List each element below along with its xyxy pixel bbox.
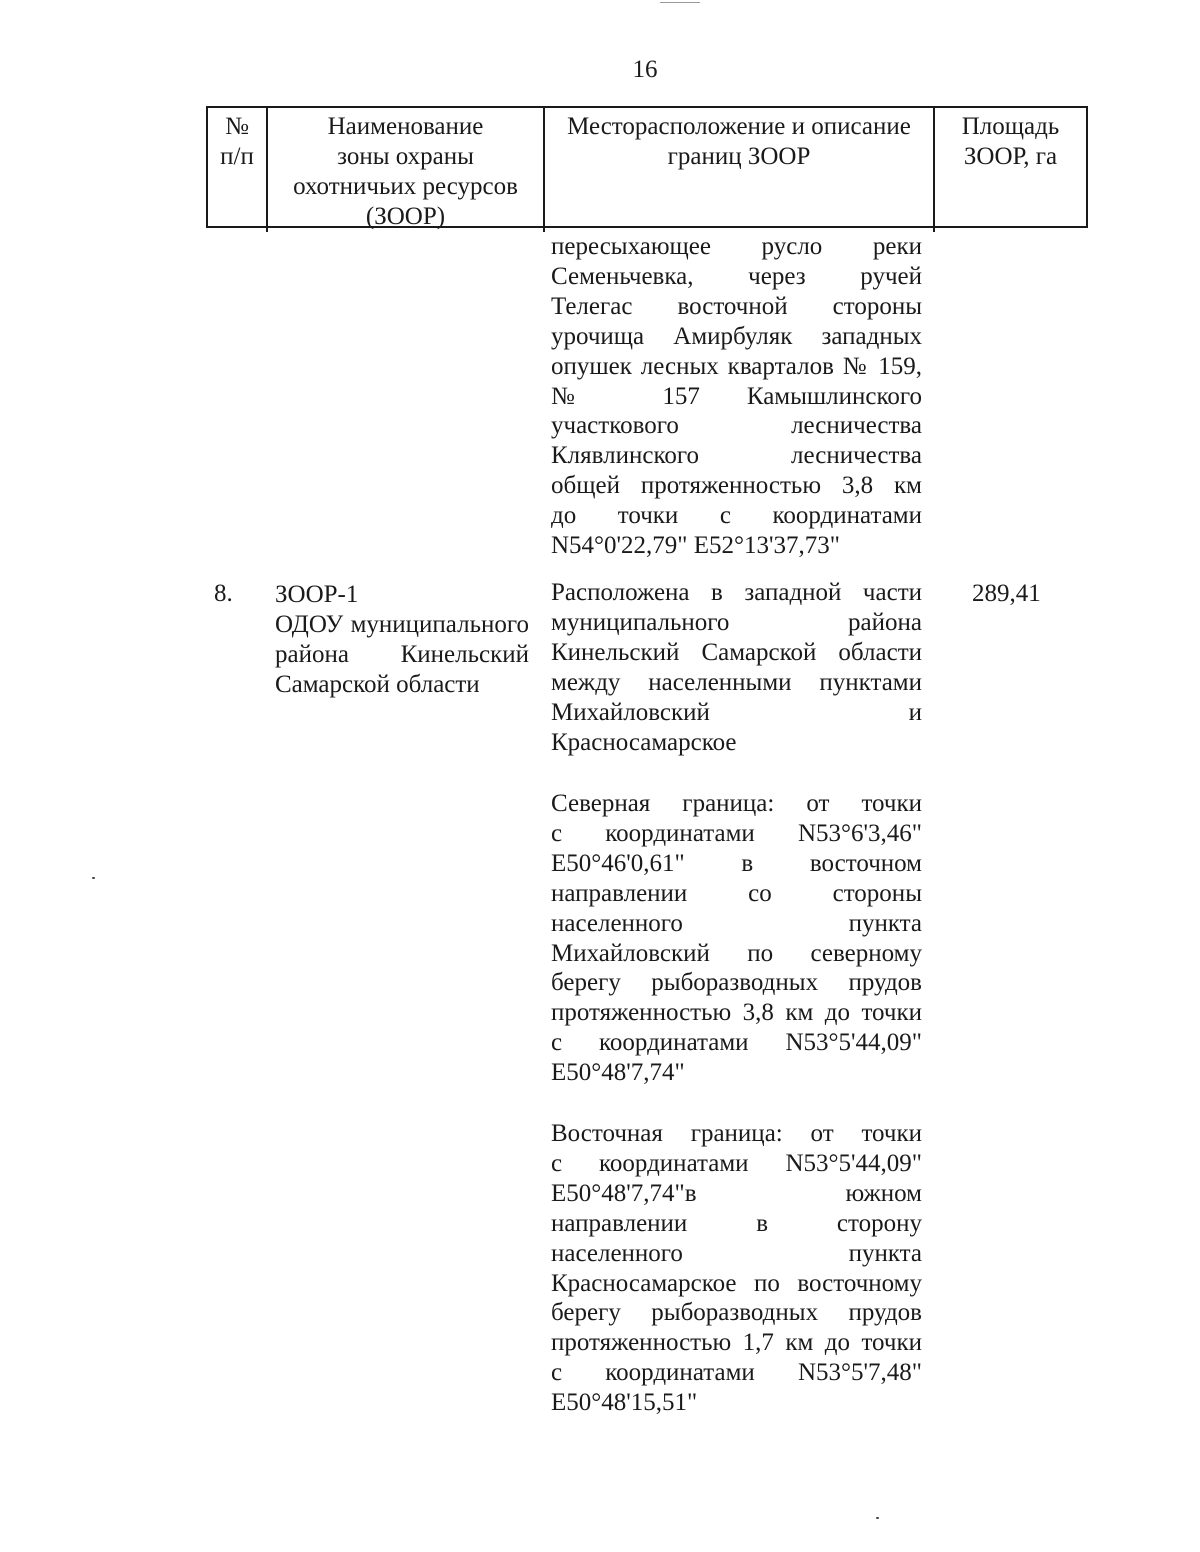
text-line: Михайловский по северному — [551, 939, 922, 967]
text-line: с координатами N53°6'3,46" — [551, 819, 922, 847]
text-line: направлении в сторону — [551, 1209, 922, 1237]
header-col-name-line: (ЗООР) — [365, 203, 446, 230]
text-line: Расположена в западной части — [551, 579, 922, 606]
text-line: берегу рыборазводных прудов — [551, 1299, 922, 1327]
text-line: опушек лесных кварталов № 159, — [551, 352, 922, 380]
text-line: населенного пункта — [551, 909, 922, 937]
zone-name-line: района Кинельский — [275, 640, 529, 668]
zone-name-line: Самарской области — [275, 670, 480, 698]
header-col-area-line: ЗООР, га — [963, 143, 1058, 170]
text-line: с координатами N53°5'7,48" — [551, 1359, 922, 1387]
row-number: 8. — [214, 580, 233, 607]
east-boundary-description — [551, 1119, 922, 1418]
text-line: Красносамарское по восточному — [551, 1269, 922, 1297]
text-line: до точки с координатами — [551, 502, 922, 530]
text-line: между населенными пунктами — [551, 668, 922, 696]
text-line: с координатами N53°5'44,09" — [551, 1149, 922, 1177]
page-number: 16 — [632, 56, 658, 83]
header-col-area — [935, 108, 1086, 232]
zone-name-line: ЗООР-1 — [275, 581, 359, 608]
header-col-number-line: № — [225, 113, 249, 140]
text-line: с координатами N53°5'44,09" — [551, 1029, 922, 1057]
text-line: населенного пункта — [551, 1239, 922, 1267]
header-col-area-line: Площадь — [961, 113, 1060, 140]
text-line: E50°48'7,74"в южном — [551, 1179, 922, 1207]
text-line: направлении со стороны — [551, 879, 922, 907]
header-col-number — [208, 108, 268, 232]
header-col-name-line: зоны охраны — [337, 143, 474, 170]
text-line: муниципального района — [551, 608, 922, 636]
header-col-location-line: границ ЗООР — [667, 143, 811, 170]
location-description — [551, 578, 922, 757]
text-line: Восточная граница: от точки — [551, 1120, 922, 1147]
north-boundary-description — [551, 789, 922, 1088]
text-line: E50°48'7,74" — [551, 1059, 685, 1087]
text-line: Михайловский и — [551, 698, 922, 726]
text-line: берегу рыборазводных прудов — [551, 969, 922, 997]
scan-speck — [876, 1517, 879, 1519]
table-header — [206, 106, 1088, 228]
text-line: Клявлинского лесничества — [551, 442, 922, 470]
text-line: E50°46'0,61" в восточном — [551, 849, 922, 877]
scan-speck — [660, 2, 700, 3]
text-line: пересыхающее русло реки — [551, 233, 922, 260]
text-line: Семеньчевка, через ручей — [551, 262, 922, 290]
text-line: Кинельский Самарской области — [551, 638, 922, 666]
zone-name-line: ОДОУ муниципального — [275, 610, 529, 638]
header-col-name-line: Наименование — [327, 113, 484, 140]
text-line: E50°48'15,51" — [551, 1389, 698, 1417]
scan-speck — [92, 877, 95, 879]
zone-area: 289,41 — [972, 580, 1041, 607]
text-line: общей протяженностью 3,8 км — [551, 472, 922, 500]
text-line: протяженностью 3,8 км до точки — [551, 999, 922, 1027]
text-line: Красносамарское — [551, 728, 737, 756]
text-line: урочища Амирбуляк западных — [551, 322, 922, 350]
header-col-name-line: охотничьих ресурсов — [293, 173, 518, 200]
continuation-description — [551, 232, 922, 561]
header-col-location-line: Месторасположение и описание — [567, 113, 911, 140]
text-line: N54°0'22,79" E52°13'37,73" — [551, 532, 840, 560]
text-line: Северная граница: от точки — [551, 790, 922, 817]
header-col-number-line: п/п — [220, 143, 254, 170]
zone-name — [275, 580, 529, 700]
text-line: № 157 Камышлинского — [551, 382, 922, 410]
header-col-name — [268, 108, 545, 232]
text-line: Телегас восточной стороны — [551, 292, 922, 320]
header-col-location — [545, 108, 935, 232]
text-line: участкового лесничества — [551, 412, 922, 440]
text-line: протяженностью 1,7 км до точки — [551, 1329, 922, 1357]
